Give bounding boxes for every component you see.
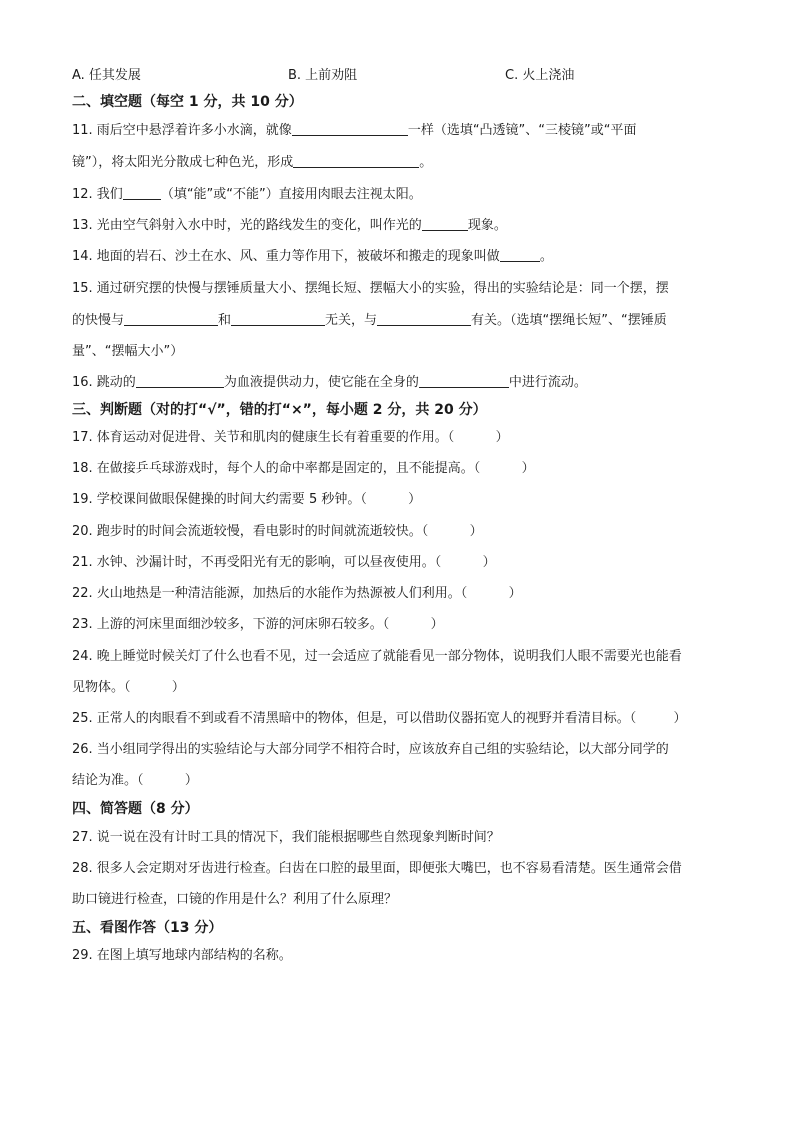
option-c: C. 火上浇油 (505, 68, 575, 83)
question-28-line2: 助口镜进行检查，口镜的作用是什么？利用了什么原理？ (72, 892, 398, 907)
question-11-line2: 镜”），将太阳光分散成七种色光，形成 。 (72, 155, 433, 170)
answer-blank[interactable] (123, 185, 161, 200)
section-2-title: 二、填空题（每空 1 分，共 10 分） (72, 94, 303, 110)
question-27: 27. 说一说在没有计时工具的情况下，我们能根据哪些自然现象判断时间？ (72, 830, 500, 845)
answer-parens[interactable] (367, 490, 408, 510)
question-15-line2: 的快慢与 和 无关，与 有关。（选填“摆绳长短”、“摆锤质 (72, 313, 667, 328)
answer-parens[interactable] (131, 678, 172, 698)
answer-parens[interactable] (441, 553, 482, 573)
answer-blank[interactable] (231, 311, 325, 326)
answer-parens[interactable] (144, 771, 185, 791)
question-20: 20. 跑步时的时间会流逝较慢，看电影时的时间就流逝较快。（ ） (72, 522, 483, 542)
answer-blank[interactable] (500, 247, 540, 262)
option-a: A. 任其发展 (72, 68, 141, 83)
answer-blank[interactable] (136, 373, 224, 388)
answer-parens[interactable] (389, 615, 430, 635)
answer-parens[interactable] (428, 522, 469, 542)
question-29: 29. 在图上填写地球内部结构的名称。 (72, 948, 292, 963)
question-18: 18. 在做接乒乓球游戏时，每个人的命中率都是固定的，且不能提高。（ ） (72, 459, 535, 479)
question-16: 16. 跳动的 为血液提供动力，使它能在全身的 中进行流动。 (72, 375, 587, 390)
section-3-title: 三、判断题（对的打“√”，错的打“×”，每小题 2 分，共 20 分） (72, 402, 487, 418)
question-13: 13. 光由空气斜射入水中时，光的路线发生的变化，叫作光的 现象。 (72, 218, 507, 233)
option-b: B. 上前劝阻 (288, 68, 358, 83)
question-24-line1: 24. 晚上睡觉时候关灯了什么也看不见，过一会适应了就能看见一部分物体，说明我们人眼不需要光也能看 (72, 649, 682, 664)
answer-parens[interactable] (454, 428, 495, 448)
question-14: 14. 地面的岩石、沙土在水、风、重力等作用下，被破坏和搬走的现象叫做 。 (72, 249, 553, 264)
question-22: 22. 火山地热是一种清洁能源，加热后的水能作为热源被人们利用。（ ） (72, 584, 522, 604)
question-15-line3: 量”、“摆幅大小”） (72, 344, 184, 359)
question-23: 23. 上游的河床里面细沙较多，下游的河床卵石较多。（ ） (72, 615, 444, 635)
question-21: 21. 水钟、沙漏计时，不再受阳光有无的影响，可以昼夜使用。（ ） (72, 553, 496, 573)
question-25: 25. 正常人的肉眼看不到或看不清黑暗中的物体，但是，可以借助仪器拓宽人的视野并看清目标。（ ） (72, 709, 687, 729)
question-15-line1: 15. 通过研究摆的快慢与摆锤质量大小、摆绳长短、摆幅大小的实验，得出的实验结论是：同一个摆，摆 (72, 281, 669, 296)
answer-parens[interactable] (467, 584, 508, 604)
answer-blank[interactable] (292, 121, 408, 136)
answer-blank[interactable] (422, 216, 468, 231)
question-28-line1: 28. 很多人会定期对牙齿进行检查。臼齿在口腔的最里面，即便张大嘴巴，也不容易看清楚。医生通常会借 (72, 861, 682, 876)
question-26-line1: 26. 当小组同学得出的实验结论与大部分同学不相符合时，应该放弃自己组的实验结论，以大部分同学的 (72, 742, 669, 757)
question-24-line2: 见物体。（ ） (72, 678, 185, 698)
answer-blank[interactable] (419, 373, 509, 388)
answer-parens[interactable] (636, 709, 673, 729)
question-11-line1: 11. 雨后空中悬浮着许多小水滴，就像 一样（选填“凸透镜”、“三棱镜”或“平面 (72, 123, 637, 138)
answer-blank[interactable] (293, 153, 419, 168)
question-17: 17. 体育运动对促进骨、关节和肌肉的健康生长有着重要的作用。（ ） (72, 428, 509, 448)
answer-blank[interactable] (124, 311, 218, 326)
section-5-title: 五、看图作答（13 分） (72, 920, 223, 936)
question-12: 12. 我们 （填“能”或“不能”）直接用肉眼去注视太阳。 (72, 187, 422, 202)
answer-parens[interactable] (480, 459, 521, 479)
section-4-title: 四、简答题（8 分） (72, 801, 199, 817)
question-26-line2: 结论为准。（ ） (72, 771, 198, 791)
question-19: 19. 学校课间做眼保健操的时间大约需要 5 秒钟。（ ） (72, 490, 421, 510)
answer-blank[interactable] (377, 311, 471, 326)
